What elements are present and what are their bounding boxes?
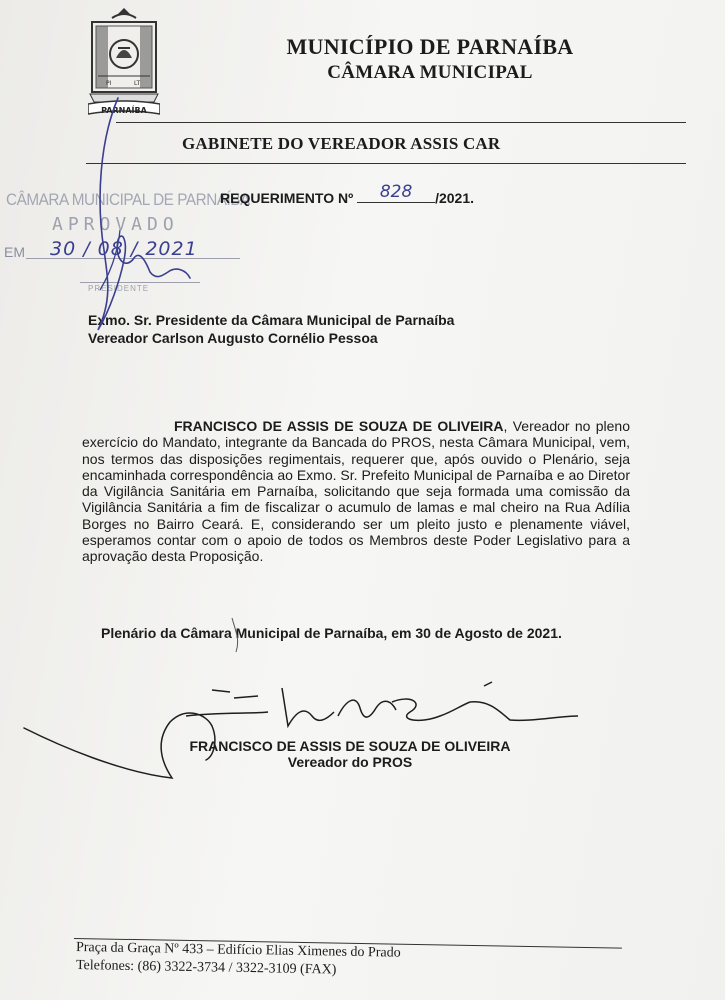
- stamp-date-line: [4, 240, 240, 262]
- signer-name: FRANCISCO DE ASSIS DE SOUZA DE OLIVEIRA: [189, 738, 511, 754]
- stamp-em-label: EM: [4, 244, 25, 260]
- svg-text:PI: PI: [106, 80, 112, 87]
- chamber-heading: CÂMARA MUNICIPAL: [327, 62, 533, 83]
- addressee-line-1: Exmo. Sr. Presidente da Câmara Municipal de Parnaíba: [88, 312, 455, 328]
- office-heading: GABINETE DO VEREADOR ASSIS CAR: [182, 134, 501, 153]
- request-number-line: [220, 182, 475, 206]
- municipal-crest-icon: [88, 8, 160, 116]
- svg-text:LT: LT: [134, 80, 141, 87]
- signer-role: Vereador do PROS: [287, 754, 413, 770]
- municipality-heading: MUNICÍPIO DE PARNAÍBA: [286, 34, 574, 59]
- request-number-handwritten: 828: [379, 182, 413, 202]
- stamp-chamber-name: CÂMARA MUNICIPAL DE PARNAÍBA: [6, 190, 250, 209]
- request-body-text: , Vereador no pleno exercício do Mandato, integrante da Bancada do PROS, nesta Câmara Municipal, vem, nos termos das disposições regimentais, requerer que, após ouvido o Plenário, seja encaminhada correspondência ao Exmo. Sr. Prefeito Municipal de Parnaíba e ao Diretor da Vigilância Sanitária em Parnaíba, solicitando que seja formada uma comissão da Vigilância Sanitária a fim de fiscalizar o acumulo de lamas e mal cheiro na Rua Adília Borges no Bairro Ceará. E, considerando ser um pleito justo e plenamente viável, esperamos contar com o apoio de todos os Membros deste Poder Legislativo para a aprovação desta Proposição.: [82, 418, 630, 565]
- crest-banner-text: PARNAÍBA: [101, 106, 147, 115]
- request-label: REQUERIMENTO Nº: [220, 190, 354, 206]
- addressee-line-2: Vereador Carlson Augusto Cornélio Pessoa: [88, 330, 378, 346]
- stamp-president-label: PRESIDENTE: [88, 284, 150, 293]
- request-number-blank: [357, 182, 435, 203]
- header-rule-top: [116, 122, 686, 123]
- request-year: /2021.: [435, 190, 475, 206]
- stamp-approved: APROVADO: [52, 214, 179, 235]
- place-and-date: Plenário da Câmara Municipal de Parnaíba, em 30 de Agosto de 2021.: [101, 625, 562, 641]
- footer-address: Praça da Graça Nº 433 – Edifício Elias Ximenes do Prado: [75, 940, 401, 961]
- header-rule-bottom: [86, 163, 686, 164]
- stamp-handwritten-date: 30 / 08 / 2021: [50, 238, 198, 260]
- footer-phones: Telefones: (86) 3322-3734 / 3322-3109 (FAX): [75, 958, 337, 978]
- author-name: FRANCISCO DE ASSIS DE SOUZA DE OLIVEIRA: [174, 418, 504, 434]
- stamp-signature-line: [80, 282, 200, 283]
- request-body: [82, 418, 630, 565]
